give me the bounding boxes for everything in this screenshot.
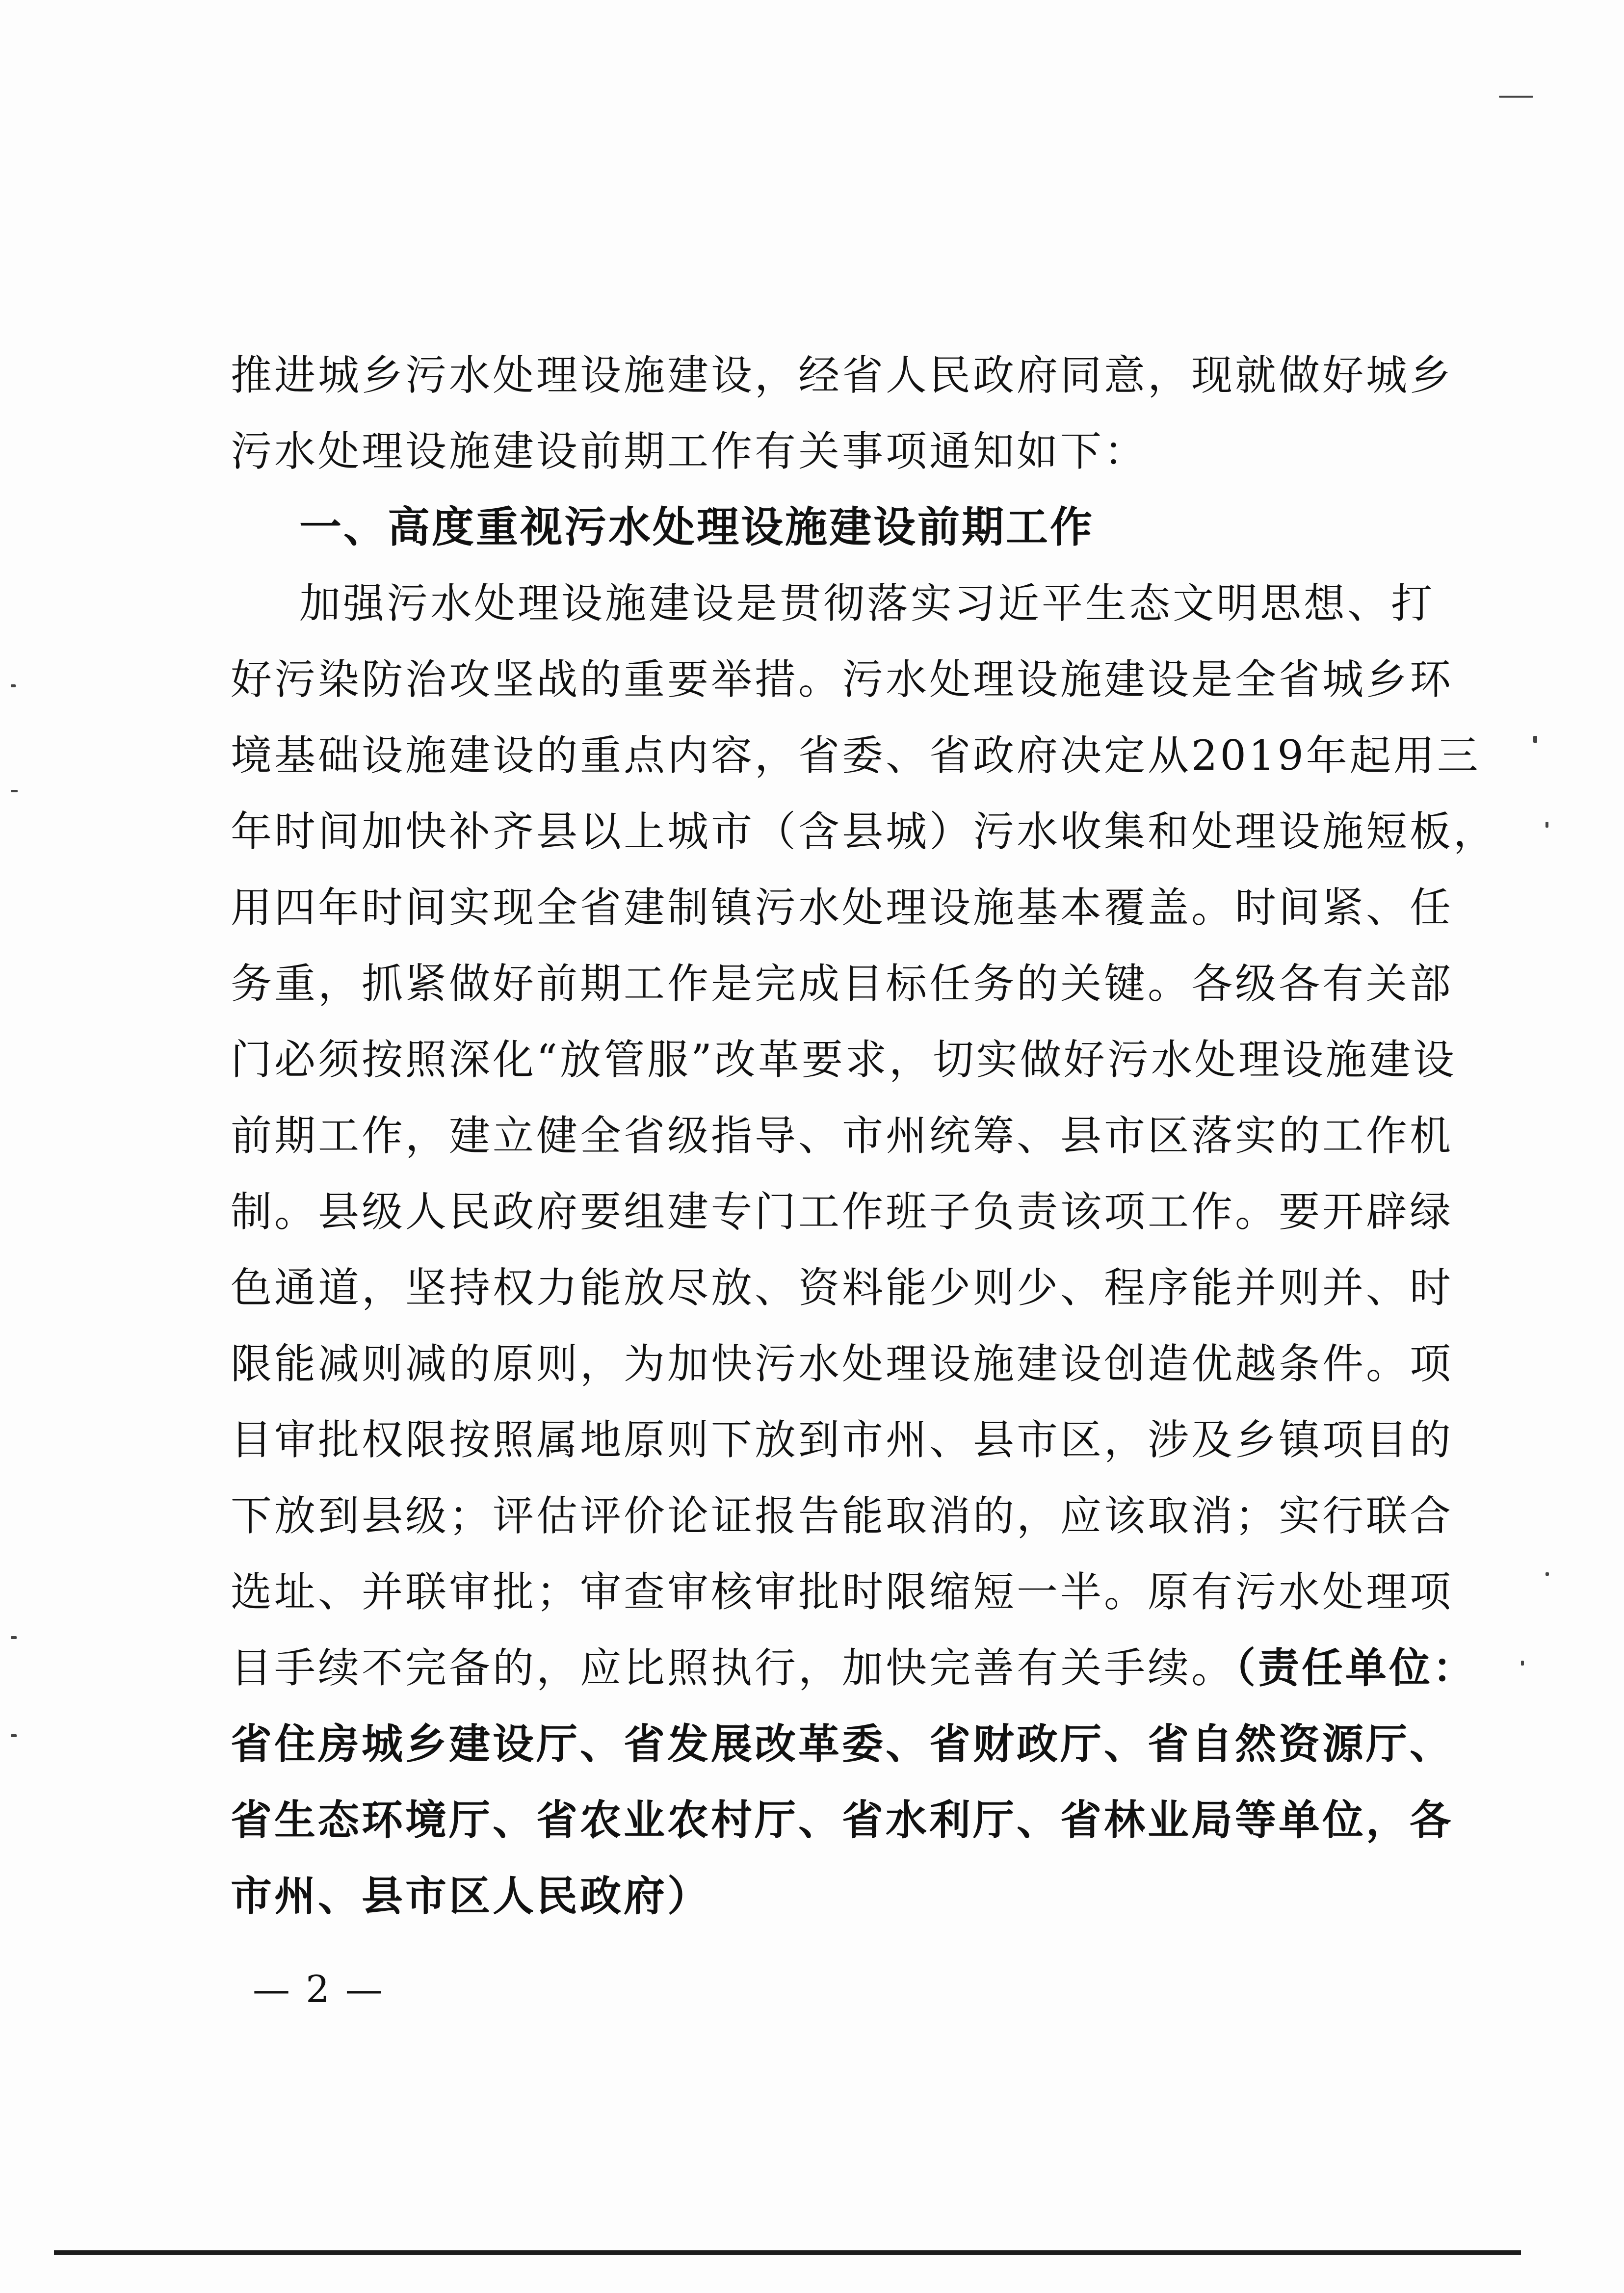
paragraph-line: 境基础设施建设的重点内容，省委、省政府决定从2019年起用三 [231, 731, 1481, 780]
scan-mark [11, 790, 18, 792]
intro-line-2: 污水处理设施建设前期工作有关事项通知如下： [231, 427, 1148, 475]
scan-mark [1521, 1661, 1524, 1666]
scan-mark [11, 1734, 17, 1737]
scan-mark [1545, 1572, 1549, 1576]
scan-mark [11, 1636, 17, 1639]
paragraph-line: 好污染防治攻坚战的重要举措。污水处理设施建设是全省城乡环 [231, 655, 1454, 704]
scan-mark [1499, 96, 1533, 98]
paragraph-line: 务重，抓紧做好前期工作是完成目标任务的关键。各级各有关部 [231, 960, 1454, 1008]
section-heading: 一、高度重视污水处理设施建设前期工作 [299, 503, 1094, 552]
paragraph-line: 制。县级人民政府要组建专门工作班子负责该项工作。要开辟绿 [231, 1188, 1454, 1236]
page-number: — 2 — [253, 1967, 385, 2011]
paragraph-last-line-text: 目手续不完备的，应比照执行，加快完善有关手续。 [231, 1644, 1235, 1692]
responsibility-line: 省生态环境厅、省农业农村厅、省水利厅、省林业局等单位，各 [231, 1796, 1454, 1844]
paragraph-line: 加强污水处理设施建设是贯彻落实习近平生态文明思想、打 [299, 579, 1435, 627]
responsibility-line: 省住房城乡建设厅、省发展改革委、省财政厅、省自然资源厅、 [231, 1720, 1454, 1768]
paragraph-line: 前期工作，建立健全省级指导、市州统筹、县市区落实的工作机 [231, 1112, 1454, 1160]
paragraph-line: 选址、并联审批；审查审核审批时限缩短一半。原有污水处理项 [231, 1568, 1454, 1616]
scan-mark [1545, 822, 1548, 828]
paragraph-line: 用四年时间实现全省建制镇污水处理设施基本覆盖。时间紧、任 [231, 884, 1454, 932]
paragraph-line: 限能减则减的原则，为加快污水处理设施建设创造优越条件。项 [231, 1340, 1454, 1388]
paragraph-line: 门必须按照深化“放管服”改革要求，切实做好污水处理设施建设 [231, 1036, 1457, 1084]
paragraph-line: 年时间加快补齐县以上城市（含县城）污水收集和处理设施短板， [231, 808, 1497, 856]
paragraph-line: 色通道，坚持权力能放尽放、资料能少则少、程序能并则并、时 [231, 1264, 1454, 1312]
paragraph-line: 目审批权限按照属地原则下放到市州、县市区，涉及乡镇项目的 [231, 1416, 1454, 1464]
intro-line-1: 推进城乡污水处理设施建设，经省人民政府同意，现就做好城乡 [231, 351, 1454, 399]
paragraph-line: 下放到县级；评估评价论证报告能取消的，应该取消；实行联合 [231, 1492, 1454, 1540]
bottom-rule [54, 2250, 1521, 2255]
scan-mark [1533, 736, 1537, 743]
responsibility-line: 市州、县市区人民政府） [231, 1872, 711, 1920]
scan-mark [11, 684, 16, 687]
paragraph-last-line [231, 1631, 1477, 1705]
responsibility-label: （责任单位： [1235, 1644, 1477, 1692]
